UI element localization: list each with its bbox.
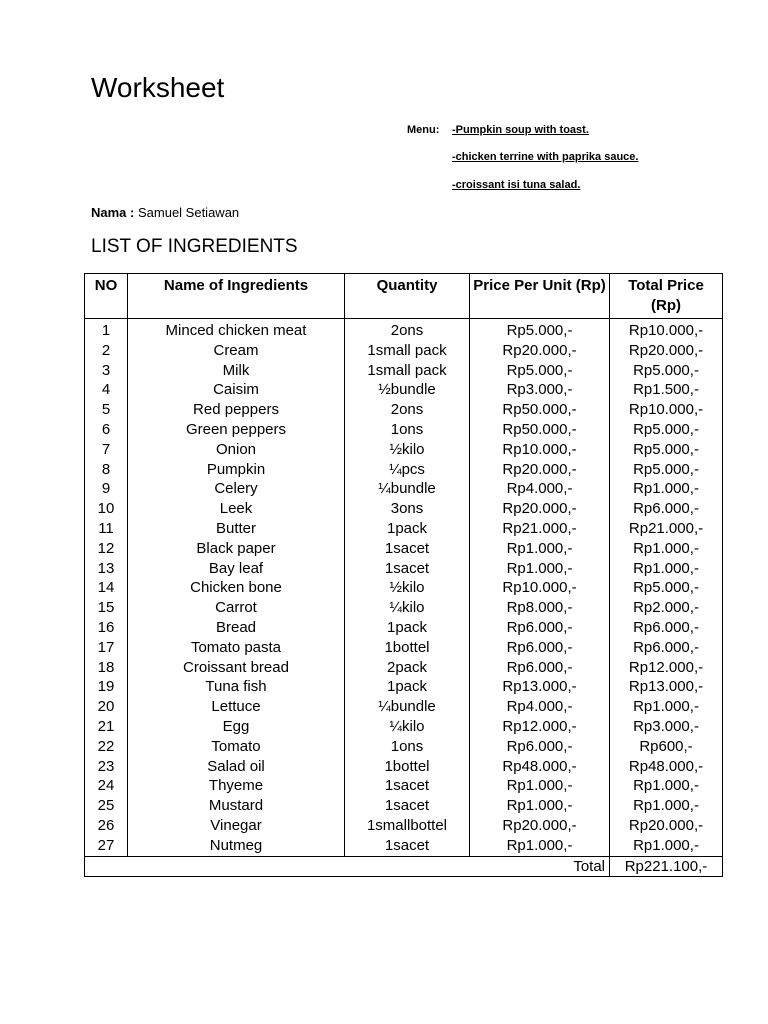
cell-price-per-unit: Rp50.000,- bbox=[470, 420, 610, 440]
table-row bbox=[85, 519, 723, 539]
cell-price-per-unit: Rp1.000,- bbox=[470, 776, 610, 796]
cell-name: Thyeme bbox=[128, 776, 345, 796]
cell-price-per-unit: Rp1.000,- bbox=[470, 796, 610, 816]
cell-quantity: 1smallbottel bbox=[345, 816, 470, 836]
cell-no: 6 bbox=[85, 420, 128, 440]
cell-total-price: Rp20.000,- bbox=[610, 341, 723, 361]
cell-price-per-unit: Rp12.000,- bbox=[470, 717, 610, 737]
cell-price-per-unit: Rp13.000,- bbox=[470, 677, 610, 697]
cell-quantity: ½kilo bbox=[345, 440, 470, 460]
cell-price-per-unit: Rp6.000,- bbox=[470, 658, 610, 678]
name-label: Nama : bbox=[91, 205, 135, 220]
cell-quantity: 1sacet bbox=[345, 836, 470, 856]
table-row bbox=[85, 776, 723, 796]
cell-name: Mustard bbox=[128, 796, 345, 816]
cell-total-price: Rp12.000,- bbox=[610, 658, 723, 678]
cell-quantity: 3ons bbox=[345, 499, 470, 519]
cell-quantity: ½bundle bbox=[345, 380, 470, 400]
cell-price-per-unit: Rp6.000,- bbox=[470, 638, 610, 658]
cell-quantity: ¼kilo bbox=[345, 598, 470, 618]
cell-no: 14 bbox=[85, 578, 128, 598]
cell-name: Green peppers bbox=[128, 420, 345, 440]
table-row bbox=[85, 836, 723, 856]
table-row bbox=[85, 638, 723, 658]
cell-no: 27 bbox=[85, 836, 128, 856]
cell-no: 18 bbox=[85, 658, 128, 678]
cell-name: Milk bbox=[128, 361, 345, 381]
cell-price-per-unit: Rp20.000,- bbox=[470, 816, 610, 836]
cell-total-price: Rp5.000,- bbox=[610, 578, 723, 598]
cell-quantity: 1sacet bbox=[345, 796, 470, 816]
table-row bbox=[85, 737, 723, 757]
cell-name: Tuna fish bbox=[128, 677, 345, 697]
cell-total-price: Rp5.000,- bbox=[610, 361, 723, 381]
cell-no: 1 bbox=[85, 319, 128, 341]
cell-no: 19 bbox=[85, 677, 128, 697]
table-row bbox=[85, 796, 723, 816]
table-row bbox=[85, 380, 723, 400]
cell-quantity: 1small pack bbox=[345, 341, 470, 361]
cell-no: 20 bbox=[85, 697, 128, 717]
cell-total-price: Rp20.000,- bbox=[610, 816, 723, 836]
cell-price-per-unit: Rp3.000,- bbox=[470, 380, 610, 400]
name-value: Samuel Setiawan bbox=[137, 205, 240, 220]
cell-name: Bay leaf bbox=[128, 559, 345, 579]
cell-no: 15 bbox=[85, 598, 128, 618]
cell-name: Pumpkin bbox=[128, 460, 345, 480]
cell-total-price: Rp1.000,- bbox=[610, 479, 723, 499]
cell-price-per-unit: Rp50.000,- bbox=[470, 400, 610, 420]
table-body bbox=[85, 319, 723, 877]
total-row bbox=[85, 856, 723, 877]
cell-quantity: 1sacet bbox=[345, 539, 470, 559]
table-row bbox=[85, 400, 723, 420]
cell-quantity: 1sacet bbox=[345, 776, 470, 796]
table-row bbox=[85, 578, 723, 598]
header-no: NO bbox=[85, 274, 128, 319]
menu-item: -croissant isi tuna salad. bbox=[452, 179, 581, 191]
cell-total-price: Rp1.000,- bbox=[610, 776, 723, 796]
cell-no: 10 bbox=[85, 499, 128, 519]
cell-no: 3 bbox=[85, 361, 128, 381]
header-total-price: Total Price (Rp) bbox=[610, 274, 723, 319]
cell-quantity: 1pack bbox=[345, 618, 470, 638]
cell-name: Tomato bbox=[128, 737, 345, 757]
cell-total-price: Rp1.000,- bbox=[610, 796, 723, 816]
cell-total-price: Rp1.000,- bbox=[610, 539, 723, 559]
cell-quantity: 1bottel bbox=[345, 757, 470, 777]
cell-name: Nutmeg bbox=[128, 836, 345, 856]
cell-total-price: Rp3.000,- bbox=[610, 717, 723, 737]
table-row bbox=[85, 677, 723, 697]
header-price-per-unit: Price Per Unit (Rp) bbox=[470, 274, 610, 319]
menu-item: -Pumpkin soup with toast. bbox=[452, 124, 589, 136]
cell-quantity: ¼bundle bbox=[345, 697, 470, 717]
cell-total-price: Rp6.000,- bbox=[610, 499, 723, 519]
cell-no: 2 bbox=[85, 341, 128, 361]
table-row bbox=[85, 559, 723, 579]
cell-price-per-unit: Rp20.000,- bbox=[470, 499, 610, 519]
cell-name: Croissant bread bbox=[128, 658, 345, 678]
cell-name: Red peppers bbox=[128, 400, 345, 420]
table-row bbox=[85, 341, 723, 361]
cell-total-price: Rp5.000,- bbox=[610, 460, 723, 480]
cell-quantity: 2ons bbox=[345, 400, 470, 420]
cell-price-per-unit: Rp4.000,- bbox=[470, 479, 610, 499]
cell-quantity: 1ons bbox=[345, 420, 470, 440]
cell-price-per-unit: Rp48.000,- bbox=[470, 757, 610, 777]
table-row bbox=[85, 717, 723, 737]
cell-quantity: 1bottel bbox=[345, 638, 470, 658]
name-line bbox=[91, 205, 239, 220]
table-row bbox=[85, 420, 723, 440]
ingredients-table bbox=[84, 273, 723, 877]
table-row bbox=[85, 757, 723, 777]
cell-quantity: 1pack bbox=[345, 519, 470, 539]
cell-total-price: Rp1.000,- bbox=[610, 836, 723, 856]
cell-price-per-unit: Rp1.000,- bbox=[470, 539, 610, 559]
cell-total-price: Rp6.000,- bbox=[610, 638, 723, 658]
cell-total-price: Rp1.000,- bbox=[610, 697, 723, 717]
cell-quantity: 2pack bbox=[345, 658, 470, 678]
cell-price-per-unit: Rp6.000,- bbox=[470, 737, 610, 757]
total-value: Rp221.100,- bbox=[610, 856, 723, 877]
cell-total-price: Rp1.000,- bbox=[610, 559, 723, 579]
cell-total-price: Rp6.000,- bbox=[610, 618, 723, 638]
cell-name: Celery bbox=[128, 479, 345, 499]
cell-quantity: 1pack bbox=[345, 677, 470, 697]
table-row bbox=[85, 361, 723, 381]
cell-total-price: Rp5.000,- bbox=[610, 440, 723, 460]
cell-total-price: Rp600,- bbox=[610, 737, 723, 757]
cell-price-per-unit: Rp21.000,- bbox=[470, 519, 610, 539]
cell-name: Caisim bbox=[128, 380, 345, 400]
cell-price-per-unit: Rp4.000,- bbox=[470, 697, 610, 717]
table-row bbox=[85, 697, 723, 717]
cell-name: Chicken bone bbox=[128, 578, 345, 598]
cell-name: Minced chicken meat bbox=[128, 319, 345, 341]
cell-no: 12 bbox=[85, 539, 128, 559]
cell-name: Cream bbox=[128, 341, 345, 361]
cell-price-per-unit: Rp6.000,- bbox=[470, 618, 610, 638]
table-row bbox=[85, 440, 723, 460]
cell-no: 16 bbox=[85, 618, 128, 638]
cell-name: Vinegar bbox=[128, 816, 345, 836]
cell-total-price: Rp2.000,- bbox=[610, 598, 723, 618]
cell-no: 24 bbox=[85, 776, 128, 796]
cell-name: Carrot bbox=[128, 598, 345, 618]
cell-no: 17 bbox=[85, 638, 128, 658]
header-name: Name of Ingredients bbox=[128, 274, 345, 319]
cell-quantity: 2ons bbox=[345, 319, 470, 341]
cell-no: 8 bbox=[85, 460, 128, 480]
cell-no: 9 bbox=[85, 479, 128, 499]
table-row bbox=[85, 499, 723, 519]
cell-name: Tomato pasta bbox=[128, 638, 345, 658]
cell-name: Bread bbox=[128, 618, 345, 638]
cell-no: 21 bbox=[85, 717, 128, 737]
cell-name: Lettuce bbox=[128, 697, 345, 717]
table-header-row bbox=[85, 274, 723, 319]
cell-price-per-unit: Rp5.000,- bbox=[470, 319, 610, 341]
cell-name: Leek bbox=[128, 499, 345, 519]
table-row bbox=[85, 539, 723, 559]
table-row bbox=[85, 816, 723, 836]
cell-no: 11 bbox=[85, 519, 128, 539]
cell-price-per-unit: Rp10.000,- bbox=[470, 578, 610, 598]
table-row bbox=[85, 460, 723, 480]
cell-quantity: ½kilo bbox=[345, 578, 470, 598]
cell-quantity: ¼bundle bbox=[345, 479, 470, 499]
worksheet-title: Worksheet bbox=[91, 72, 225, 103]
cell-total-price: Rp5.000,- bbox=[610, 420, 723, 440]
cell-no: 4 bbox=[85, 380, 128, 400]
cell-price-per-unit: Rp20.000,- bbox=[470, 460, 610, 480]
cell-no: 23 bbox=[85, 757, 128, 777]
menu-label: Menu: bbox=[407, 124, 440, 136]
cell-total-price: Rp13.000,- bbox=[610, 677, 723, 697]
cell-total-price: Rp10.000,- bbox=[610, 319, 723, 341]
cell-name: Onion bbox=[128, 440, 345, 460]
cell-no: 22 bbox=[85, 737, 128, 757]
table-row bbox=[85, 658, 723, 678]
table-row bbox=[85, 618, 723, 638]
cell-no: 26 bbox=[85, 816, 128, 836]
cell-quantity: 1small pack bbox=[345, 361, 470, 381]
table-row bbox=[85, 598, 723, 618]
cell-quantity: 1sacet bbox=[345, 559, 470, 579]
cell-no: 5 bbox=[85, 400, 128, 420]
cell-name: Salad oil bbox=[128, 757, 345, 777]
cell-total-price: Rp48.000,- bbox=[610, 757, 723, 777]
cell-quantity: ¼pcs bbox=[345, 460, 470, 480]
header-quantity: Quantity bbox=[345, 274, 470, 319]
table-row bbox=[85, 319, 723, 341]
cell-price-per-unit: Rp10.000,- bbox=[470, 440, 610, 460]
table-row bbox=[85, 479, 723, 499]
total-label: Total bbox=[85, 856, 610, 877]
cell-total-price: Rp10.000,- bbox=[610, 400, 723, 420]
cell-price-per-unit: Rp5.000,- bbox=[470, 361, 610, 381]
cell-quantity: 1ons bbox=[345, 737, 470, 757]
cell-no: 25 bbox=[85, 796, 128, 816]
cell-price-per-unit: Rp1.000,- bbox=[470, 559, 610, 579]
cell-total-price: Rp21.000,- bbox=[610, 519, 723, 539]
cell-name: Egg bbox=[128, 717, 345, 737]
cell-price-per-unit: Rp1.000,- bbox=[470, 836, 610, 856]
cell-price-per-unit: Rp8.000,- bbox=[470, 598, 610, 618]
cell-price-per-unit: Rp20.000,- bbox=[470, 341, 610, 361]
menu-item: -chicken terrine with paprika sauce. bbox=[452, 151, 639, 163]
section-title: LIST OF INGREDIENTS bbox=[91, 236, 298, 257]
cell-name: Butter bbox=[128, 519, 345, 539]
cell-no: 13 bbox=[85, 559, 128, 579]
cell-total-price: Rp1.500,- bbox=[610, 380, 723, 400]
cell-quantity: ¼kilo bbox=[345, 717, 470, 737]
cell-name: Black paper bbox=[128, 539, 345, 559]
cell-no: 7 bbox=[85, 440, 128, 460]
